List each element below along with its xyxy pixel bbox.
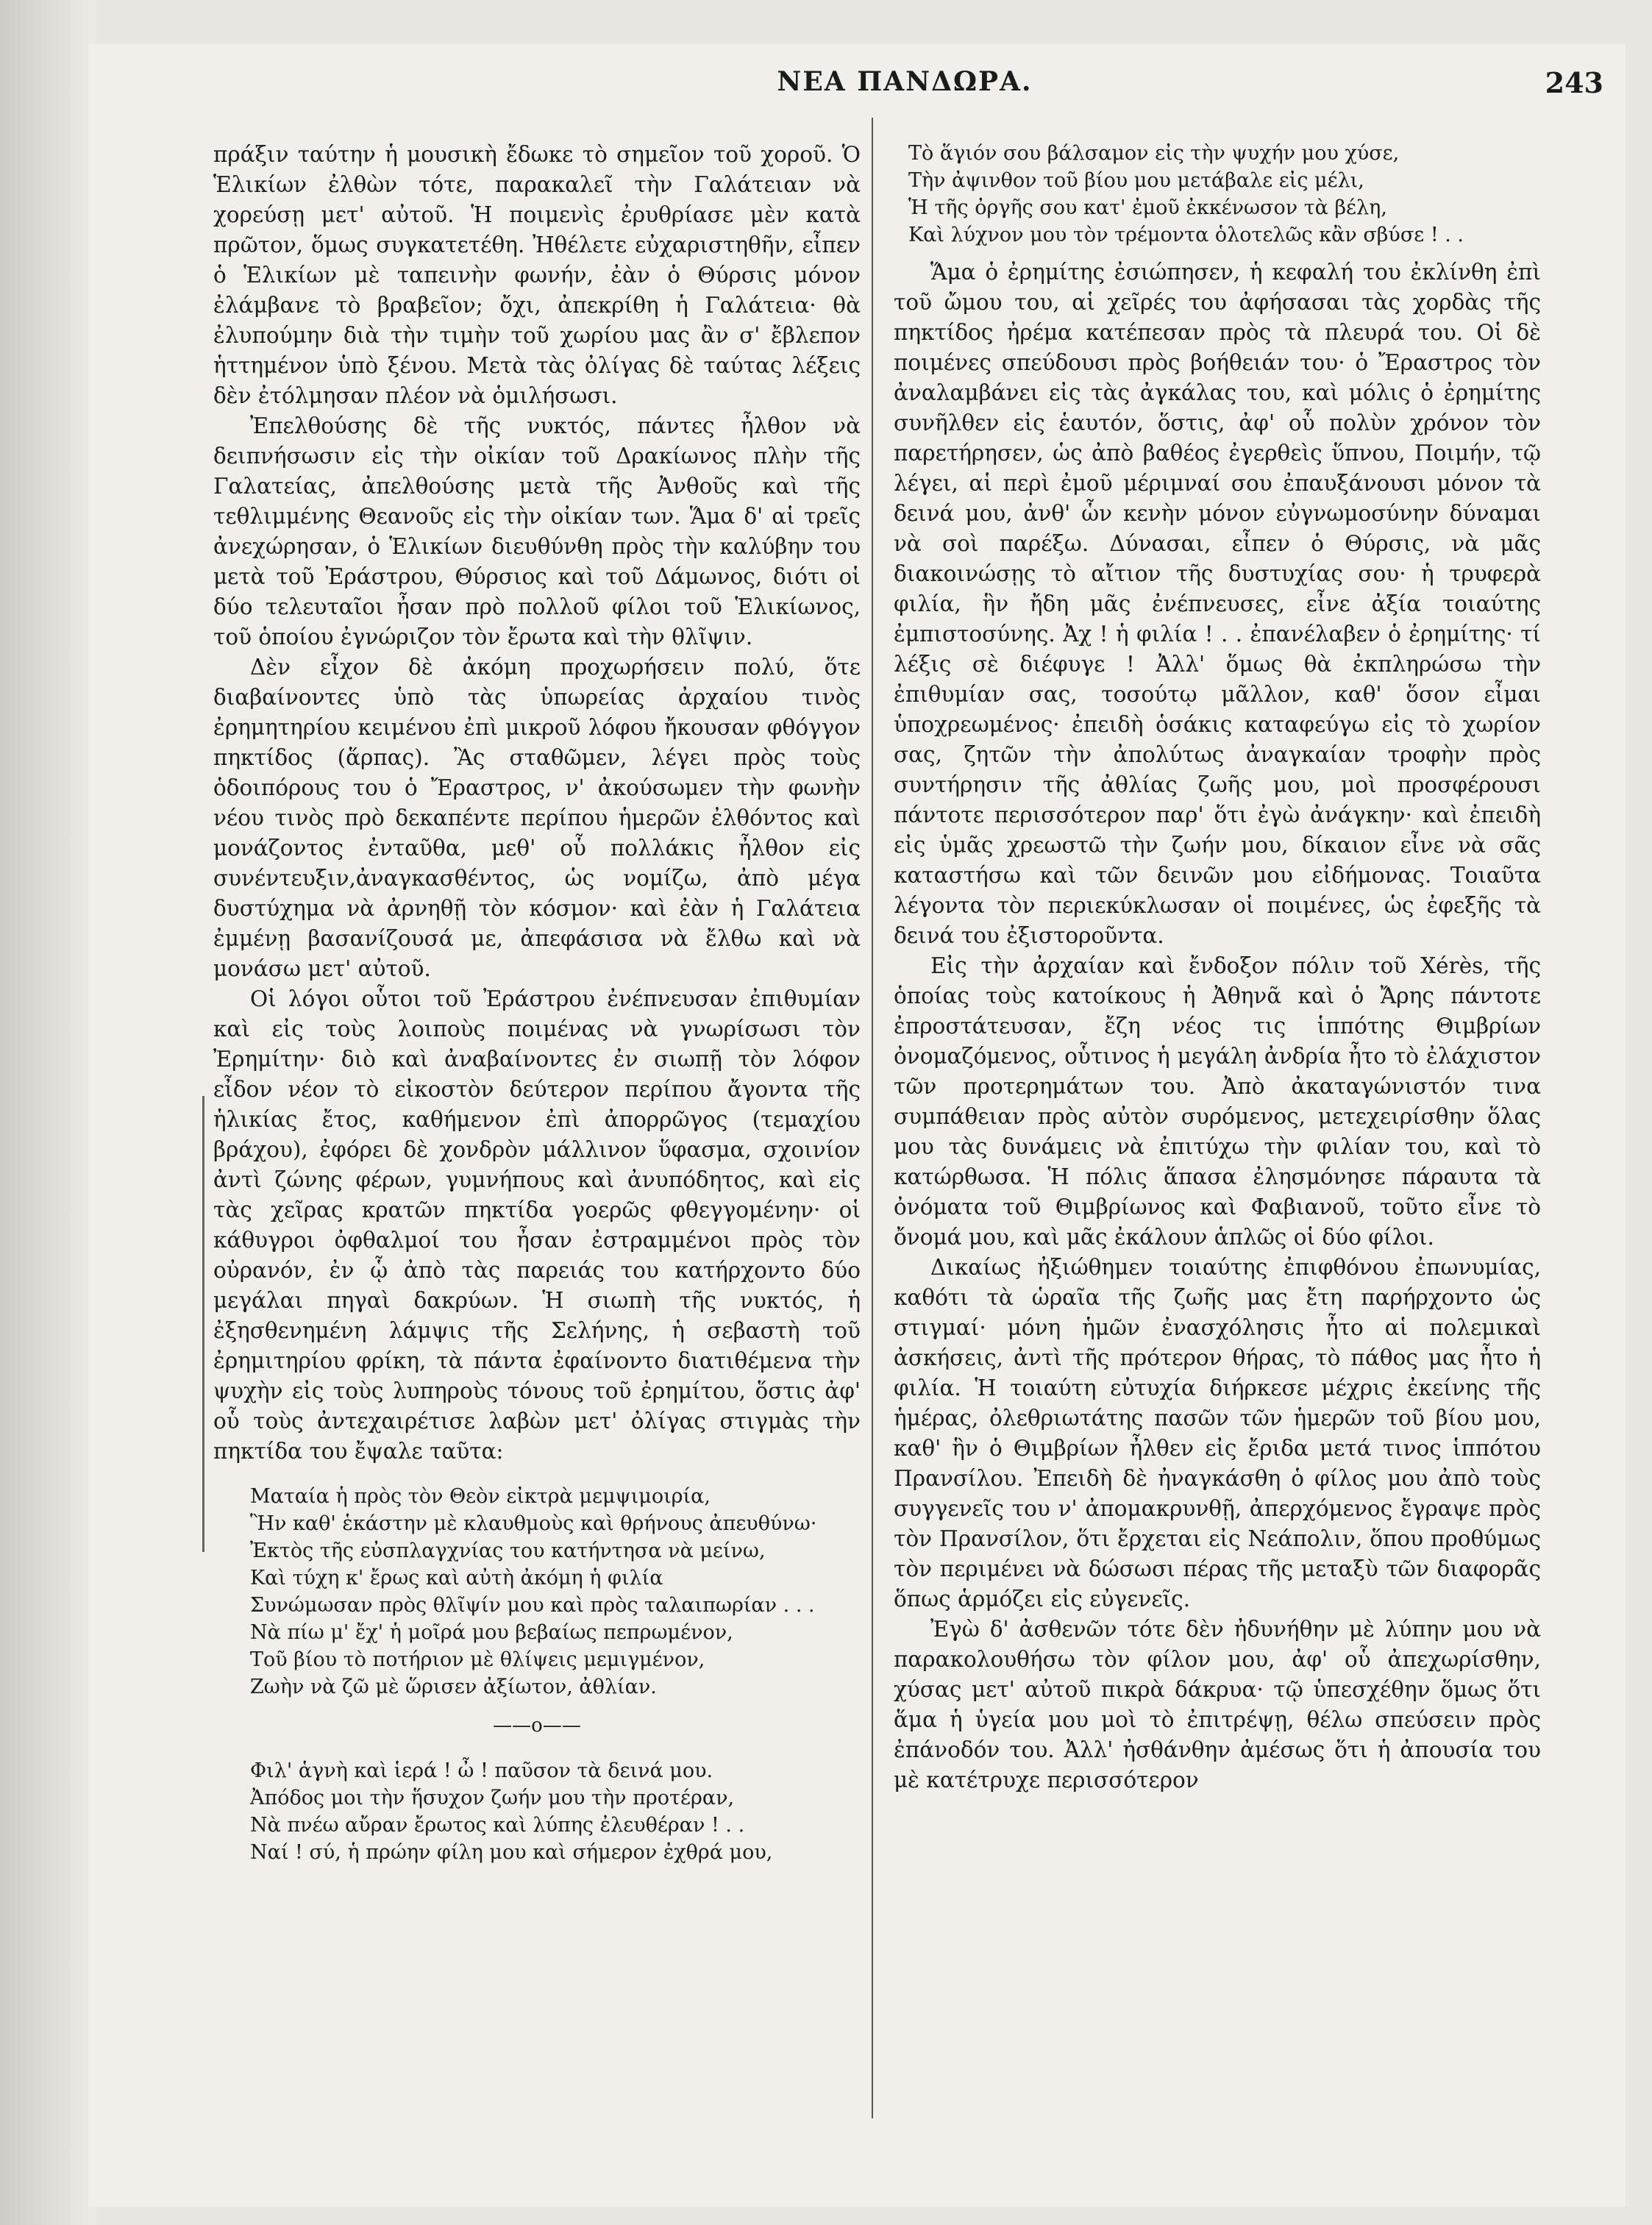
verse-line: Τὴν ἀψινθον τοῦ βίου μου μετάβαλε εἰς μέλι,: [908, 169, 1364, 192]
verse-line: Φιλ' ἁγνὴ καὶ ἱερά ! ὦ ! παῦσον τὰ δεινά μου.: [250, 1759, 713, 1782]
paragraph: Ἐπελθούσης δὲ τῆς νυκτός, πάντες ἦλθον νὰ δειπνήσωσιν εἰς τὴν οἰκίαν τοῦ Δρακίωνος πλὴν τῆς Γαλατείας, ἀπελθούσης μετὰ τῆς Ἀνθοῦς καὶ τῆς τεθλιμμένης Θεανοῦς εἰς τὴν οἰκίαν των. Ἅμα δ' αἱ τρεῖς ἀνεχώρησαν, ὁ Ἑλικίων διευθύνθη πρὸς τὴν καλύβην του μετὰ τοῦ Ἐράστρου, Θύρσιος καὶ τοῦ Δάμωνος, διότι οἱ δύο τελευταῖοι ἦσαν πρὸ πολλοῦ φίλοι τοῦ Ἑλικίωνος, τοῦ ὁποίου ἐγνώριζον τὸν ἔρωτα καὶ τὴν θλῖψιν.: [213, 413, 861, 649]
book-binding-shadow: [0, 0, 96, 2225]
verse-line: Ναί ! σύ, ἡ πρώην φίλη μου καὶ σήμερον ἐχθρά μου,: [250, 1841, 773, 1864]
verse-line: Ἀπόδος μοι τὴν ἥσυχον ζωήν μου τὴν προτέραν,: [250, 1787, 735, 1809]
paragraph: Ἅμα ὁ ἐρημίτης ἐσιώπησεν, ἡ κεφαλή του ἐκλίνθη ἐπὶ τοῦ ὤμου του, αἱ χεῖρές του ἀφήσασαι τὰς χορδὰς τῆς πηκτίδος ἠρέμα κατέπεσαν πρὸς τὰ πλευρά του. Οἱ δὲ ποιμένες σπεύδουσι πρὸς βοήθειάν του· ὁ Ἔραστρος τὸν ἀναλαμβάνει εἰς τὰς ἀγκάλας του, καὶ μόλις ὁ ἐρημίτης συνῆλθεν εἰς ἑαυτόν, ὅστις, ἀφ' οὗ πολὺν χρόνον τὸν παρετήρησεν, ὡς ἀπὸ βαθέος ἐγερθεὶς ὕπνου, Ποιμήν, τῷ λέγει, αἱ περὶ ἐμοῦ μέριμναί σου ἐπαυξάνουσι μόνον τὰ δεινά μου, ἀνθ' ὧν κενὴν μόνον εὐγνωμοσύνην δύναμαι νὰ σοὶ παρέξω. Δύνασαι, εἶπεν ὁ Θύρσις, νὰ μᾶς διακοινώσῃς τὸ αἴτιον τῆς δυστυχίας σου· ἡ τρυφερὰ φιλία, ἣν ἤδη μᾶς ἐνέπνευσες, εἶνε ἀξία τοιαύτης ἐμπιστοσύνης. Ἀχ ! ἡ φιλία ! . . ἐπανέλαβεν ὁ ἐρημίτης· τί λέξις σὲ διέφυγε ! Ἀλλ' ὅμως θὰ ἐκπληρώσω τὴν ἐπιθυμίαν σας, τοσούτῳ μᾶλλον, καθ' ὅσον εἶμαι ὑποχρεωμένος· ἐπειδὴ ὁσάκις καταφεύγω εἰς τὸ χωρίον σας, ζητῶν τὴν ἀπολύτως ἀναγκαίαν τροφὴν πρὸς συντήρησιν τῆς ἀθλίας ζωῆς μου, μοὶ προσφέρουσι πάντοτε περισσότερον παρ' ὅτι ἐγὼ ἀνάγκην· καὶ ἐπειδὴ εἰς ὑμᾶς χρεωστῶ τὴν ζωήν μου, δίκαιον εἶνε νὰ σᾶς καταστήσω καὶ τῶν δεινῶν μου εἰδήμονας. Τοιαῦτα λέγοντα τὸν περιεκύκλωσαν οἱ ποιμένες, ὡς ἐφεξῆς τὰ δεινά του ἐξιστοροῦντα.: [894, 260, 1541, 948]
poem-stanza-continued: [908, 140, 1541, 249]
verse-line: Ἣν καθ' ἑκάστην μὲ κλαυθμοὺς καὶ θρήνους ἀπευθύνω·: [250, 1512, 817, 1535]
poem-stanza-1: [250, 1483, 861, 1701]
poem-stanza-2: [250, 1757, 861, 1866]
page-number: 243: [1545, 66, 1603, 99]
paragraph: πράξιν ταύτην ἡ μουσικὴ ἔδωκε τὸ σημεῖον τοῦ χοροῦ. Ὁ Ἑλικίων ἐλθὼν τότε, παρακαλεῖ τὴν Γαλάτειαν νὰ χορεύσῃ μετ' αὐτοῦ. Ἡ ποιμενὶς ἐρυθρίασε μὲν κατὰ πρῶτον, ὅμως συγκατετέθη. Ἠθέλετε εὐχαριστηθῆν, εἶπεν ὁ Ἑλικίων μὲ ταπεινὴν φωνήν, ἐὰν ὁ Θύρσις μόνον ἐλάμβανε τὸ βραβεῖον; ὄχι, ἀπεκρίθη ἡ Γαλάτεια· θὰ ἐλυπούμην διὰ τὴν τιμὴν τοῦ χωρίου μας ἂν σ' ἔβλεπον ἡττημένον ὑπὸ ξένου. Μετὰ τὰς ὀλίγας δὲ ταύτας λέξεις δὲν ἐτόλμησαν πλέον νὰ ὁμιλήσωσι.: [213, 142, 861, 408]
left-column: [213, 140, 861, 1876]
verse-line: Τὸ ἅγιόν σου βάλσαμον εἰς τὴν ψυχήν μου χύσε,: [908, 142, 1400, 165]
paragraph: Δικαίως ἠξιώθημεν τοιαύτης ἐπιφθόνου ἐπωνυμίας, καθότι τὰ ὡραῖα τῆς ζωῆς μας ἔτη παρήρχοντο ὡς στιγμαί· μόνη ἡμῶν ἐνασχόλησις ἦτο αἱ πολεμικαὶ ἀσκήσεις, ἀντὶ τῆς πρότερον θήρας, τὸ πάθος μας ἦτο ἡ φιλία. Ἡ τοιαύτη εὐτυχία διήρκεσε μέχρις ἐκείνης τῆς ἡμέρας, ὀλεθριωτάτης πασῶν τῶν ἡμερῶν τοῦ βίου μου, καθ' ἣν ὁ Θιμβρίων ἦλθεν εἰς ἔριδα μετά τινος ἱππότου Πρανσίλου. Ἐπειδὴ δὲ ἠναγκάσθη ὁ φίλος μου ἀπὸ τοὺς συγγενεῖς του ν' ἀπομακρυνθῇ, ἀπερχόμενος ἔγραψε πρὸς τὸν Πρανσίλον, ὅτι ἔρχεται εἰς Νεάπολιν, ὅπου προθύμως τὸν περιμένει νὰ δώσωσι πέρας τῆς μεταξὺ τῶν διαφορᾶς ὅπως ἁρμόζει εἰς εὐγενεῖς.: [894, 1255, 1541, 1612]
verse-line: Νὰ πίω μ' ἔχ' ἡ μοῖρά μου βεβαίως πεπρωμένον,: [250, 1621, 733, 1644]
margin-mark: [202, 1096, 204, 1552]
column-divider: [872, 118, 873, 2118]
paragraph: Δὲν εἶχον δὲ ἀκόμη προχωρήσειν πολύ, ὅτε διαβαίνοντες ὑπὸ τὰς ὑπωρείας ἀρχαίου τινὸς ἐρημητηρίου κειμένου ἐπὶ μικροῦ λόφου ἤκουσαν φθόγγον πηκτίδος (ἅρπας). Ἂς σταθῶμεν, λέγει πρὸς τοὺς ὁδοιπόρους του ὁ Ἔραστρος, ν' ἀκούσωμεν τὴν φωνὴν νέου τινὸς πρὸ δεκαπέντε περίπου ἡμερῶν ἐλθόντος καὶ μονάζοντος ἐνταῦθα, μεθ' οὗ πολλάκις ἦλθον εἰς συνέντευξιν,ἀναγκασθέντος, ὡς νομίζω, ἀπὸ μέγα δυστύχημα νὰ ἀρνηθῇ τὸν κόσμον· καὶ ἐὰν ἡ Γαλάτεια ἐμμένῃ βασανίζουσά με, ἀπεφάσισα νὰ ἔλθω καὶ νὰ μονάσω μετ' αὐτοῦ.: [213, 655, 861, 981]
page-header: [206, 66, 1603, 110]
verse-line: Συνώμωσαν πρὸς θλῖψίν μου καὶ πρὸς ταλαιπωρίαν . . .: [250, 1594, 815, 1617]
verse-line: Καὶ τύχη κ' ἔρως καὶ αὐτὴ ἀκόμη ἡ φιλία: [250, 1567, 663, 1589]
running-title: ΝΕΑ ΠΑΝΔΩΡΑ.: [777, 66, 1033, 97]
stanza-separator: ——o——: [493, 1715, 581, 1737]
verse-line: Καὶ λύχνον μου τὸν τρέμοντα ὁλοτελῶς κἂν σβύσε ! . .: [908, 224, 1464, 246]
verse-line: Τοῦ βίου τὸ ποτήριον μὲ θλίψεις μεμιγμένον,: [250, 1648, 705, 1671]
paragraph: Ἐγὼ δ' ἀσθενῶν τότε δὲν ἠδυνήθην μὲ λύπην μου νὰ παρακολουθήσω τὸν φίλον μου, ἀφ' οὗ ἀπεχωρίσθην, χύσας μετ' αὐτοῦ πικρὰ δάκρυα· τῷ ὑπεσχέθην ὅμως ὅτι ἅμα ἡ ὑγεία μου μοὶ τὸ ἐπιτρέψῃ, θέλω σπεύσειν πρὸς ἐπάνοδόν του. Ἀλλ' ἠσθάνθην ἀμέσως ὅτι ἡ ἀπουσία του μὲ κατέτρυχε περισσότερον: [894, 1617, 1541, 1793]
paragraph: Οἱ λόγοι οὗτοι τοῦ Ἐράστρου ἐνέπνευσαν ἐπιθυμίαν καὶ εἰς τοὺς λοιποὺς ποιμένας νὰ γνωρίσωσι τὸν Ἐρημίτην· διὸ καὶ ἀναβαίνοντες ἐν σιωπῇ τὸν λόφον εἶδον νέον τὸ εἰκοστὸν δεύτερον περίπου ἄγοντα τῆς ἡλικίας ἔτος, καθήμενον ἐπὶ ἀπορρῶγος (τεμαχίου βράχου), ἐφόρει δὲ χονδρὸν μάλλινον ὕφασμα, σχοινίον ἀντὶ ζώνης φέρων, γυμνήπους καὶ ἀνυπόδητος, καὶ εἰς τὰς χεῖρας κρατῶν πηκτίδα γοερῶς φθεγγομένην· οἱ κάθυγροι ὀφθαλμοί του ἦσαν ἐστραμμένοι πρὸς τὸν οὐρανόν, ἐν ᾧ ἀπὸ τὰς παρειάς του κατήρχοντο δύο μεγάλαι πηγαὶ δακρύων. Ἡ σιωπὴ τῆς νυκτός, ἡ ἐξησθενημένη λάμψις τῆς Σελήνης, ἡ σεβαστὴ τοῦ ἐρημιτηρίου φρίκη, τὰ πάντα ἐφαίνοντο διατιθέμενα τὴν ψυχὴν εἰς τοὺς λυπηροὺς τόνους τοῦ ἐρημίτου, ὅστις ἀφ' οὗ τοὺς ἀντεχαιρέτισε λαβὼν μετ' ὀλίγας στιγμὰς τὴν πηκτίδα του ἔψαλε ταῦτα:: [213, 986, 861, 1464]
verse-line: Νὰ πνέω αὔραν ἔρωτος καὶ λύπης ἐλευθέραν ! . .: [250, 1814, 745, 1837]
right-column: [894, 140, 1541, 1795]
verse-line: Ἐκτὸς τῆς εὐσπλαγχνίας του κατήντησα νὰ μείνω,: [250, 1539, 766, 1562]
verse-line: Ματαία ἡ πρὸς τὸν Θεὸν εἰκτρὰ μεμψιμοιρία,: [250, 1485, 711, 1508]
verse-line: Ἡ τῆς ὀργῆς σου κατ' ἐμοῦ ἐκκένωσον τὰ βέλη,: [908, 196, 1387, 219]
paragraph: Εἰς τὴν ἀρχαίαν καὶ ἔνδοξον πόλιν τοῦ Xérès, τῆς ὁποίας τοὺς κατοίκους ἡ Ἀθηνᾶ καὶ ὁ Ἄρης πάντοτε ἐπροστάτευσαν, ἔζη νέος τις ἱππότης Θιμβρίων ὀνομαζόμενος, οὗτινος ἡ μεγάλη ἀνδρία ἦτο τὸ ἐλάχιστον τῶν προτερημάτων του. Ἀπὸ ἀκαταγώνιστόν τινα συμπάθειαν πρὸς αὐτὸν συρόμενος, μετεχειρίσθην ὅλας μου τὰς δυνάμεις νὰ ἐπιτύχω τὴν φιλίαν του, καὶ τὸ κατώρθωσα. Ἡ πόλις ἅπασα ἐλησμόνησε πάραυτα τὰ ὀνόματα τοῦ Θιμβρίωνος καὶ Φαβιανοῦ, τοῦτο εἶνε τὸ ὄνομά μου, καὶ μᾶς ἐκάλουν ἁπλῶς οἱ δύο φίλοι.: [894, 953, 1541, 1250]
verse-line: Ζωὴν νὰ ζῶ μὲ ὥρισεν ἀξίωτον, ἀθλίαν.: [250, 1676, 657, 1698]
